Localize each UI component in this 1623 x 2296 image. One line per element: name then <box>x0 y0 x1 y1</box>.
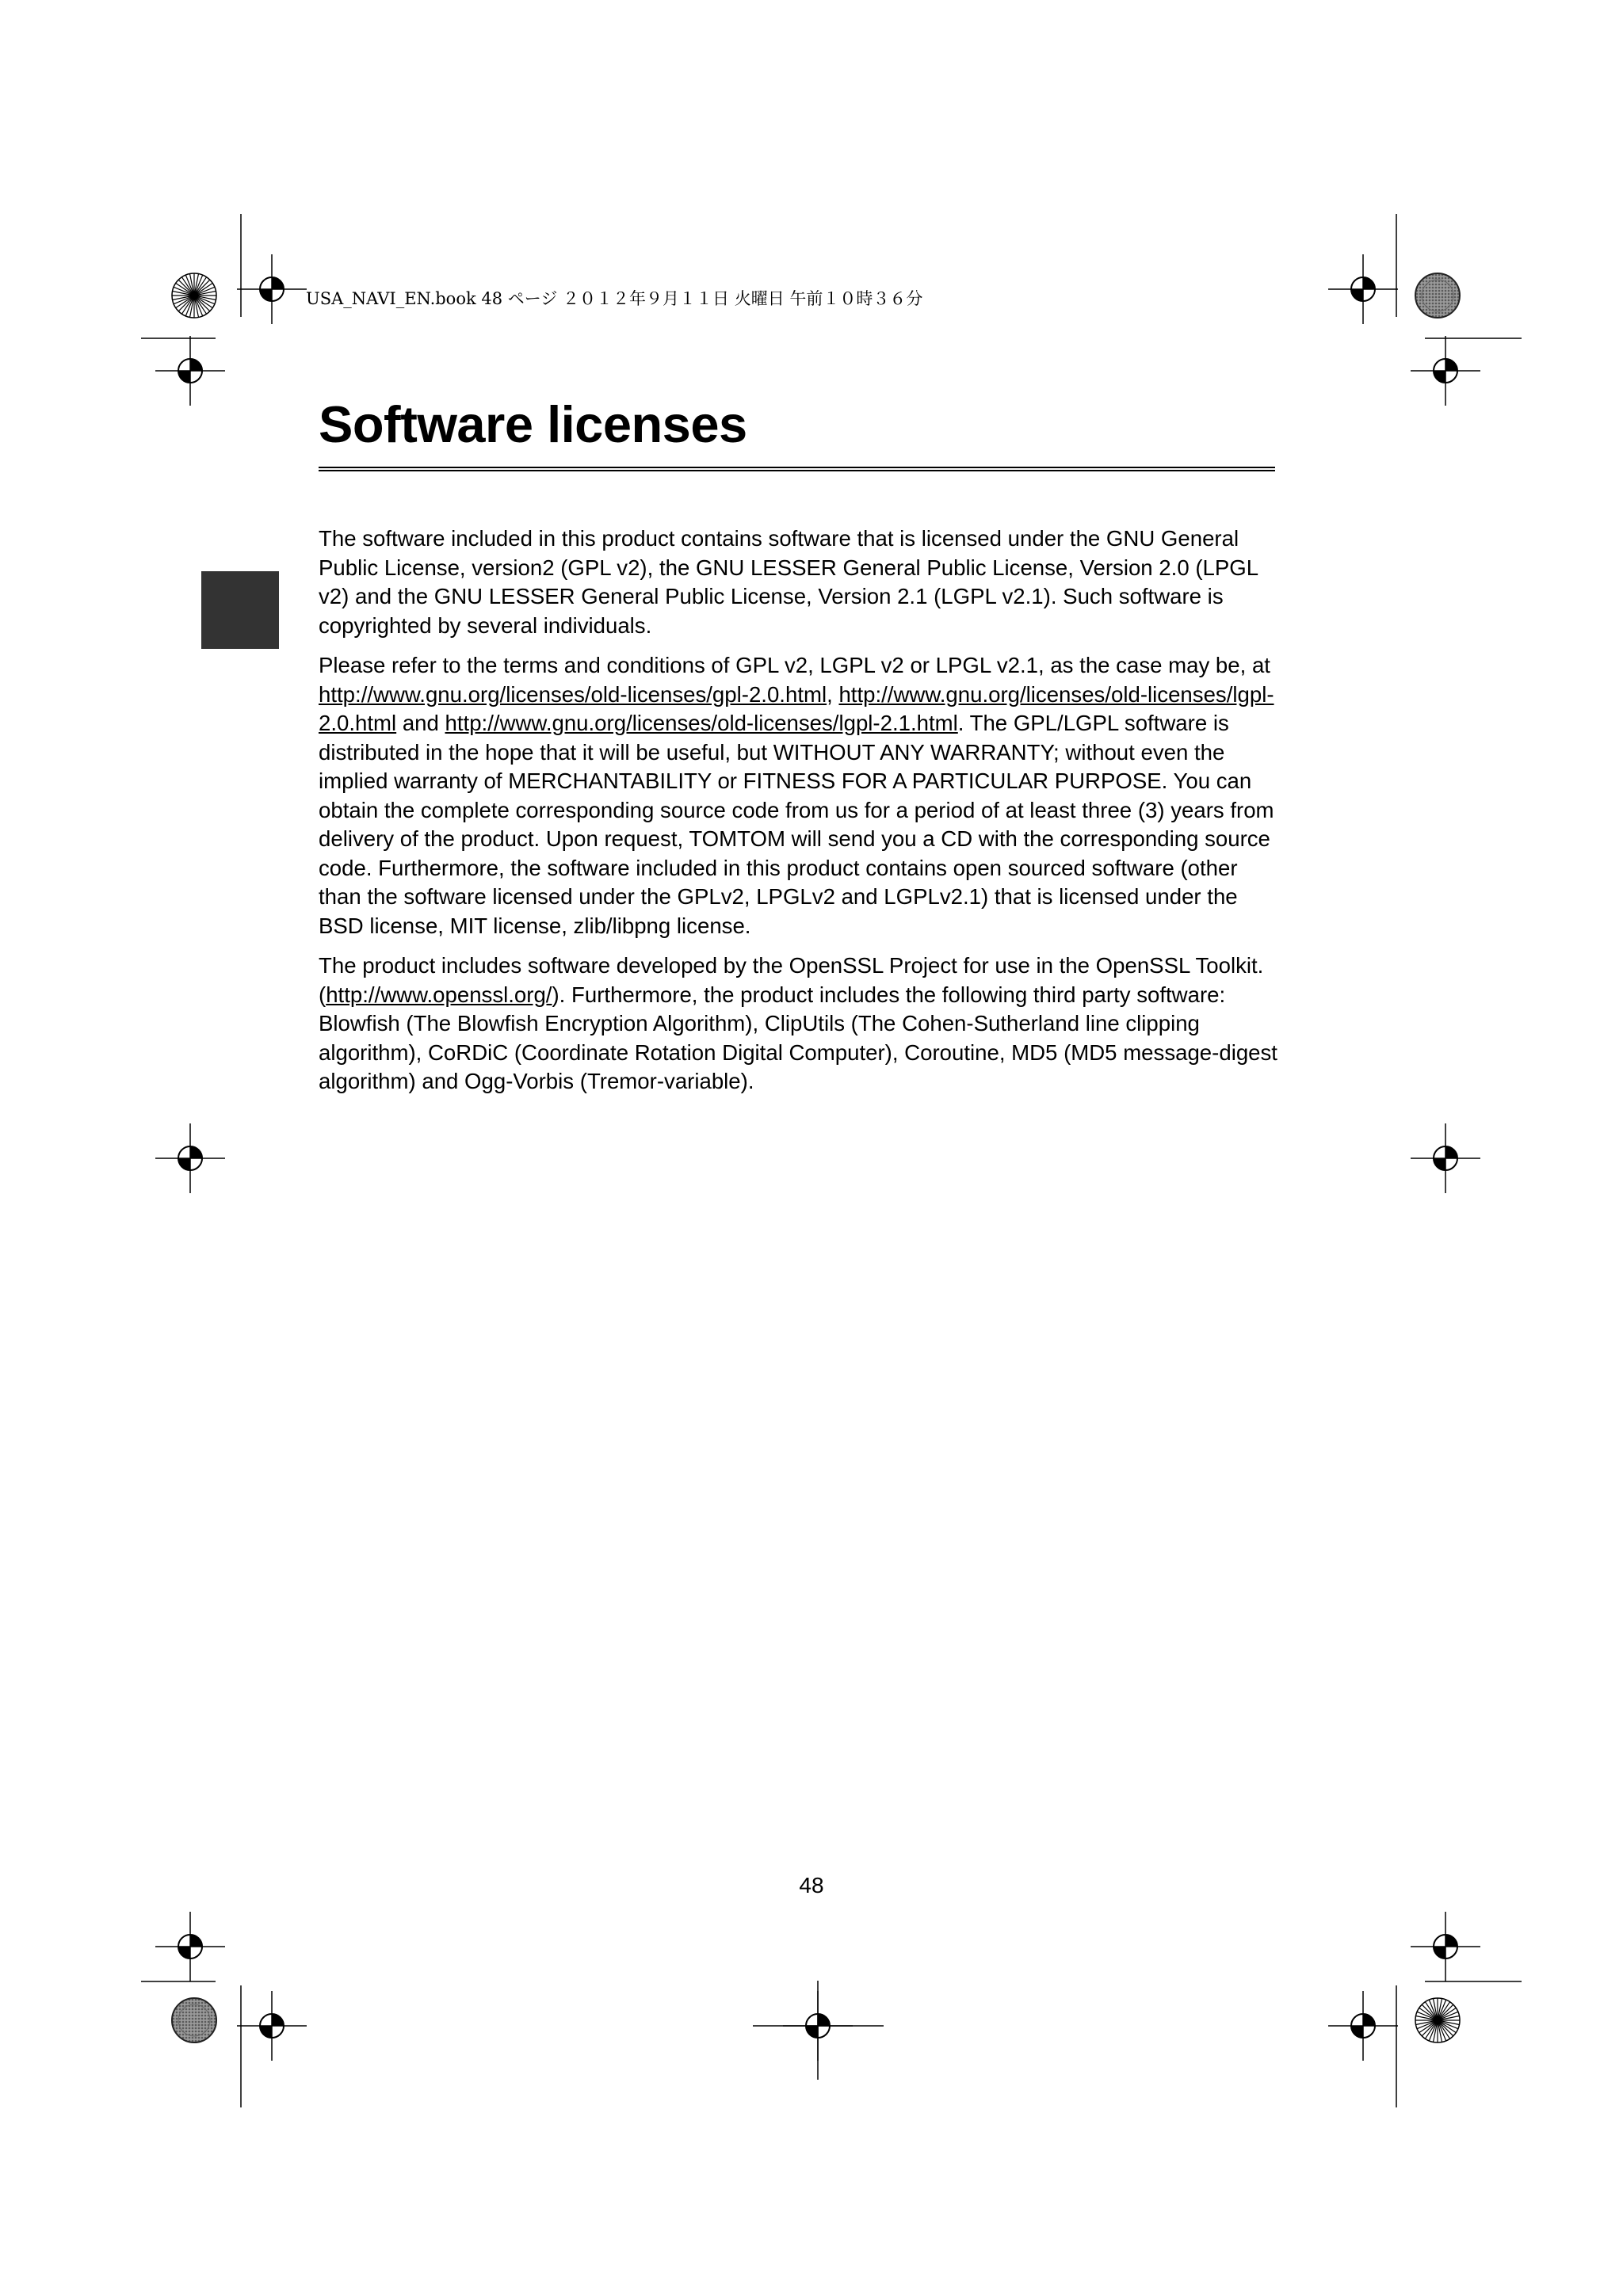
lgpl-2-1-link[interactable]: http://www.gnu.org/licenses/old-licenses/lgpl-2.1.html <box>445 711 958 735</box>
gpl-paragraph: The software included in this product contains software that is licensed under the GNU General Public License, version2 (GPL v2), the GNU LESSER General Public License, Version 2.0 (LPGL v2) and the GNU LESSER General Public License, Version 2.1 (LGPL v2.1). Such software is copyrighted by several individuals. <box>319 526 1258 638</box>
page-title: Software licenses <box>319 395 747 453</box>
terms-separator-2: and <box>396 711 445 735</box>
openssl-paragraph <box>319 952 1281 1097</box>
title-double-rule <box>319 467 1275 471</box>
terms-rest: . The GPL/LGPL software is distributed in the hope that it will be useful, but WITHOUT ANY WARRANTY; without even the implied warranty of MERCHANTABILITY or FITNESS FOR A PARTICULAR PURPOSE. You can obtain the complete corresponding source code from us for a period of at least three (3) years from delivery of the product. Upon request, TOMTOM will send you a CD with the corresponding source code. Furthermore, the software included in this product contains open sourced software (other than the software licensed under the GPLv2, LPGLv2 and LGPLv2.1) that is licensed under the BSD license, MIT license, zlib/libpng license. <box>319 711 1274 938</box>
page-number: 48 <box>799 1873 824 1897</box>
terms-paragraph <box>319 651 1281 940</box>
chapter-tab-marker <box>201 571 279 649</box>
openssl-link[interactable]: http://www.openssl.org/ <box>326 982 552 1007</box>
license-body <box>319 524 1281 1108</box>
book-file-header: USA_NAVI_EN.book 48 ページ ２０１２年９月１１日 火曜日 午前１０時３６分 <box>306 289 923 308</box>
openssl-rest: ). Furthermore, the product includes the following third party software: Blowfish (The Blowfish Encryption Algorithm), ClipUtils (The Cohen-Sutherland line clipping algorithm), CoRDiC (Coordinate Rotation Digital Computer), Coroutine, MD5 (MD5 message-digest algorithm) and Ogg-Vorbis (Tremor-variable). <box>319 982 1277 1093</box>
openssl-intro: The product includes software developed by the OpenSSL Project for use in the OpenSSL Toolkit. ( <box>319 953 1264 1007</box>
gpl-2-0-link[interactable]: http://www.gnu.org/licenses/old-licenses/gpl-2.0.html <box>319 681 827 707</box>
lgpl-2-0-link[interactable]: http://www.gnu.org/licenses/old-licenses/lgpl-2.0.html <box>319 681 1274 735</box>
terms-intro: Please refer to the terms and conditions of GPL v2, LGPL v2 or LPGL v2.1, as the case may be, at <box>319 653 1270 677</box>
terms-separator-1: , <box>827 681 839 707</box>
